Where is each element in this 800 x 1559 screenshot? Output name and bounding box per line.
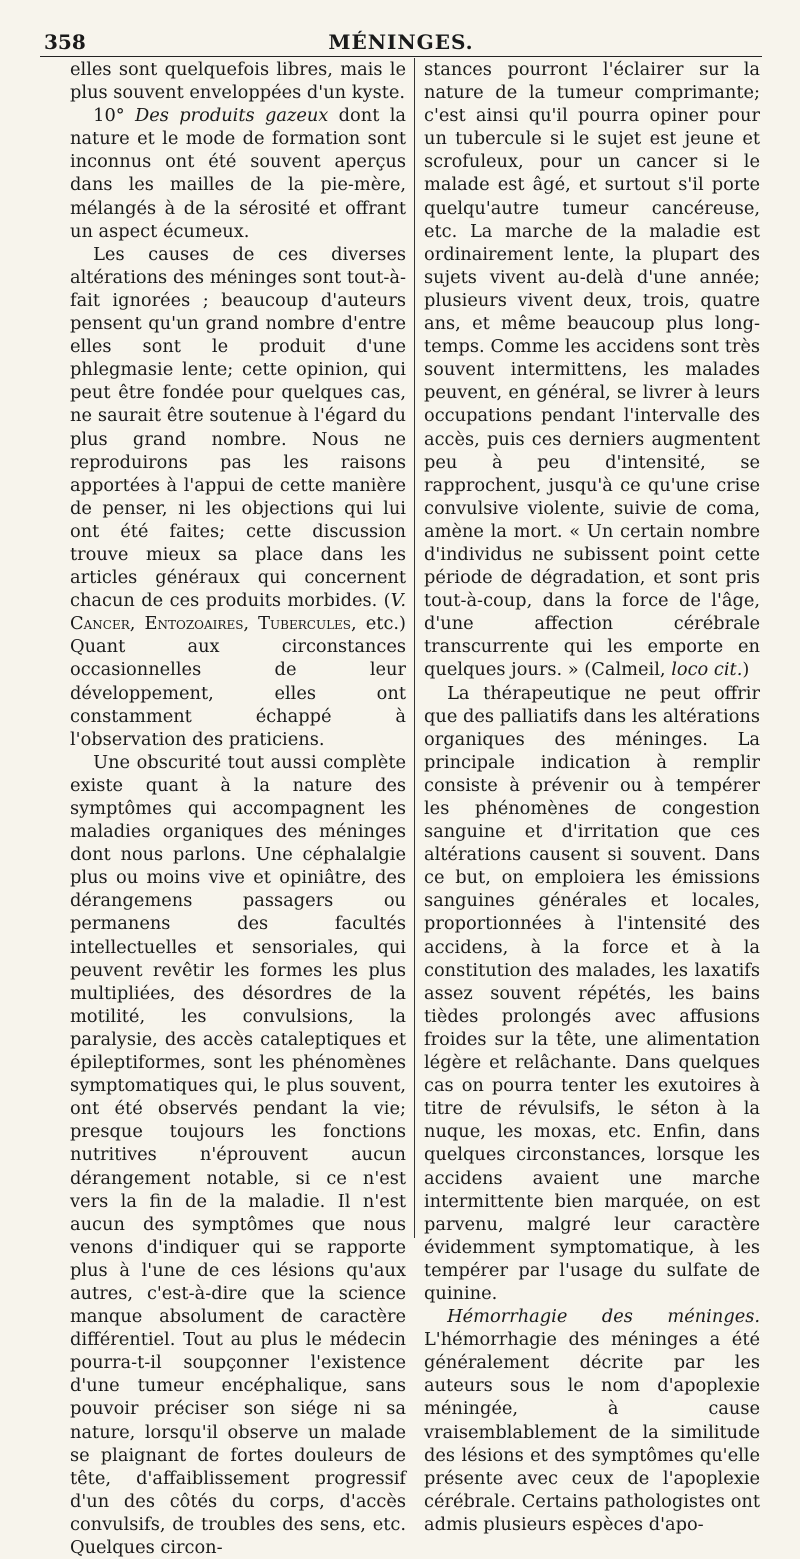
reference-abbrev: V.	[390, 590, 406, 612]
paragraph	[424, 58, 760, 682]
running-title: MÉNINGES.	[328, 30, 474, 54]
paragraph: Une obscurité tout aussi complète existe quant à la nature des symptômes qui accompagnent les maladies organiques des méninges dont nous parlons. Une céphalalgie plus ou moins vive et opiniâtre, des dérangemens passagers ou permanens des facultés intellectuelles et sensoriales, qui peuvent revêtir les formes les plus multipliées, des désordres de la motilité, les convulsions, la paralysie, des accès cataleptiques et épileptiformes, sont les phénomènes symptomatiques qui, le plus souvent, ont été observés pendant la vie; presque toujours les fonctions nutritives n'éprouvent aucun dérangement notable, si ce n'est vers la fin de la maladie. Il n'est aucun des symptômes que nous venons d'indiquer qui se rapporte plus à l'une de ces lésions qu'aux autres, c'est-à-dire que la science manque absolument de caractère différentiel. Tout au plus le médecin pourra-t-il soupçonner l'existence d'une tumeur encéphalique, sans pouvoir préciser son siége ni sa nature, lorsqu'il observe un malade se plaignant de fortes douleurs de tête, d'affaiblissement progressif d'un des côtés du corps, d'accès convulsifs, de troubles des sens, etc. Quelques circon-	[70, 751, 406, 1558]
paragraph-text: stances pourront l'éclairer sur la nature de la tumeur comprimante; c'est ainsi qu'il pourra opiner pour un tubercule si le sujet est jeune et scrofuleux, pour un cancer si le malade est âgé, et surtout s'il porte quelqu'autre tumeur cancéreuse, etc. La marche de la maladie est ordinairement lente, la plupart des sujets vivent au-delà d'une année; plusieurs vivent deux, trois, quatre ans, et même beaucoup plus long-temps. Comme les accidens sont très souvent intermittens, les malades peuvent, en général, se livrer à leurs occupations pendant l'intervalle des accès, puis ces derniers augmentent peu à peu d'intensité, se rapprochent, jusqu'à ce qu'une crise convulsive violente, suivie de coma, amène la mort. « Un certain nombre d'individus ne subissent point cette période de dégradation, et sont pris tout-à-coup, dans la force de l'âge, d'une affection cérébrale transcurrente qui les emporte en quelques jours. » (Calmeil,	[424, 59, 760, 681]
paragraph-text: dont la nature et le mode de formation sont inconnus ont été souvent aperçus dans les mailles de la pie-mère, mélangés à de la sérosité et offrant un aspect écumeux.	[70, 105, 406, 242]
paragraph: La thérapeutique ne peut offrir que des palliatifs dans les altérations organiques des méninges. La principale indication à remplir consiste à prévenir ou à tempérer les phénomènes de congestion sanguine et d'irritation que ces altérations causent si souvent. Dans ce but, on emploiera les émissions sanguines générales et locales, proportionnées à l'intensité des accidens, à la force et à la constitution des malades, les laxatifs assez souvent répétés, les bains tièdes prolongés avec affusions froides sur la tête, une alimentation légère et relâchante. Dans quelques cas on pourra tenter les exutoires à titre de révulsifs, le séton à la nuque, les moxas, etc. Enfin, dans quelques circonstances, lorsque les accidens avaient une marche intermittente bien marquée, on est parvenu, malgré leur caractère évidemment symptomatique, à les tempérer par l'usage du sulfate de quinine.	[424, 682, 760, 1304]
page-header	[40, 28, 762, 57]
paragraph	[70, 243, 406, 751]
page-number: 358	[44, 30, 86, 54]
paragraph: elles sont quelquefois libres, mais le plus souvent enveloppées d'un kyste.	[70, 59, 406, 104]
cross-references: Cancer, Entozoaires, Tubercules	[70, 613, 352, 635]
paragraph-text: , etc.) Quant aux circonstances occasionnelles de leur développement, elles ont constamment échappé à l'observation des praticiens.	[70, 613, 406, 750]
paragraph-text: L'hémorrhagie des méninges a été généralement décrite par les auteurs sous le nom d'apoplexie méningée, à cause vraisemblablement de la similitude des lésions et des symptômes qu'elle présente avec ceux de l'apoplexie cérébrale. Certains pathologistes ont admis plusieurs espèces d'apo-	[424, 1329, 760, 1535]
right-column	[424, 58, 760, 1535]
section-heading: Hémorrhagie des méninges.	[447, 1306, 760, 1328]
paragraph-text: Les causes de ces diverses altérations des méninges sont tout-à-fait ignorées ; beaucoup d'auteurs pensent qu'un grand nombre d'entre elles sont le produit d'une phlegmasie lente; cette opinion, qui peut être fondée pour quelques cas, ne saurait être soutenue à l'égard du plus grand nombre. Nous ne reproduirons pas les raisons apportées à l'appui de cette manière de penser, ni les objections qui lui ont été faites; cette discussion trouve mieux sa place dans les articles généraux qui concernent chacun de ces produits morbides. (	[70, 243, 406, 612]
column-rule	[414, 58, 415, 1238]
left-column	[70, 58, 406, 1558]
item-number: 10°	[93, 105, 125, 127]
paragraph-text: )	[742, 659, 750, 681]
paragraph	[70, 104, 406, 243]
italic-heading: Des produits gazeux	[135, 105, 329, 127]
citation: loco cit.	[671, 659, 743, 681]
paragraph	[424, 1305, 760, 1536]
